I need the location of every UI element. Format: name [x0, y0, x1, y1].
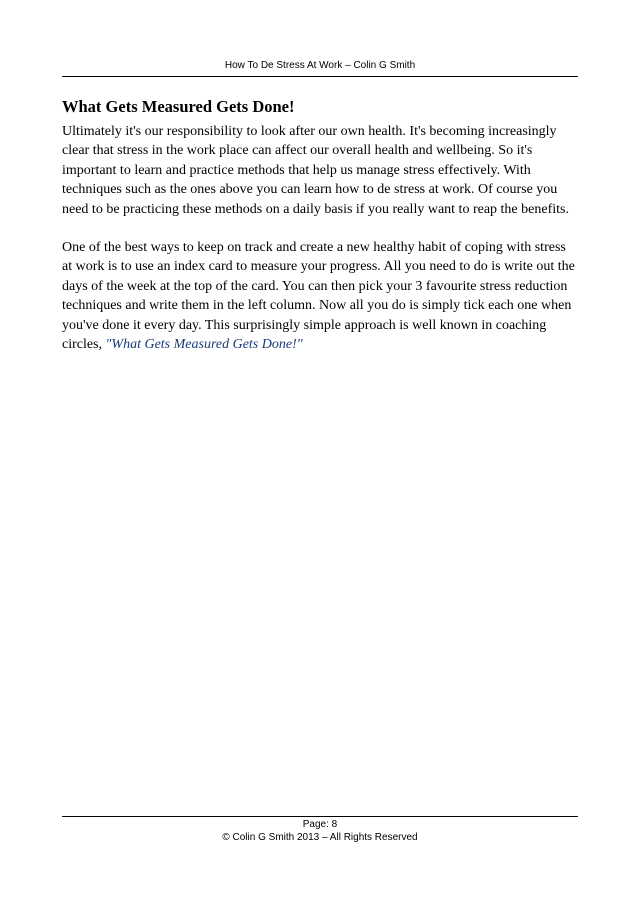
- paragraph-1: Ultimately it's our responsibility to look after our own health. It's becoming increasingly clear that stress in the work place can affect our overall health and wellbeing. So it's important to learn and practice methods that help us manage stress effectively. With techniques such as the ones above you can learn how to de stress at work. Of course you need to be practicing these methods on a daily basis if you really want to reap the benefits.: [62, 124, 569, 217]
- page-header: How To De Stress At Work – Colin G Smith: [62, 58, 578, 77]
- section-title: What Gets Measured Gets Done!: [62, 97, 295, 116]
- page-number: Page: 8: [302, 819, 338, 830]
- paragraph-2: [62, 238, 578, 354]
- page-footer: [62, 816, 578, 844]
- paragraph-2-quote: "What Gets Measured Gets Done!": [105, 337, 303, 353]
- copyright-notice: © Colin G Smith 2013 – All Rights Reserved: [222, 832, 418, 843]
- main-content: [62, 96, 578, 354]
- paragraph-2-text: One of the best ways to keep on track and create a new healthy habit of coping with stress at work is to use an index card to measure your progress. All you need to do is write out the days of the week at the top of the card. You can then pick your 3 favourite stress reduction techniques and write them in the left column. Now all you do is simply tick each one when you've done it every day. This surprisingly simple approach is well known in coaching circles,: [62, 240, 575, 353]
